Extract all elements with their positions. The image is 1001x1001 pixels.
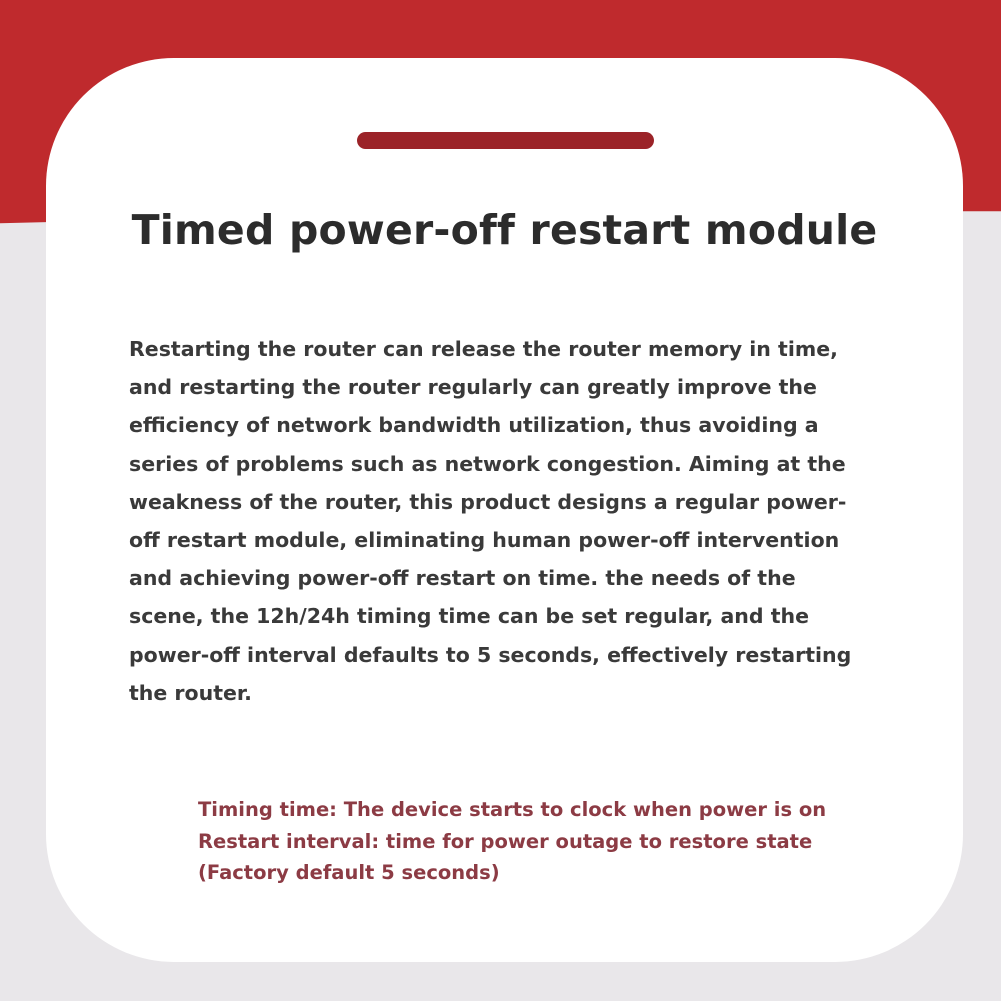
info-card bbox=[46, 58, 963, 962]
timing-notes bbox=[198, 794, 878, 889]
note-restart-interval: Restart interval: time for power outage to restore state bbox=[198, 829, 813, 853]
card-handle-bar bbox=[357, 132, 654, 149]
note-timing-time: Timing time: The device starts to clock when power is on bbox=[198, 798, 827, 821]
note-factory-default: (Factory default 5 seconds) bbox=[198, 861, 500, 884]
card-title: Timed power-off restart module bbox=[131, 206, 878, 254]
description-text: Restarting the router can release the router memory in time, and restarting the router regularly can greatly improve the efficiency of network bandwidth utilization, thus avoiding a series of problems such as network congestion. Aiming at the weakness of the router, this product designs a regular power-off restart module, eliminating human power-off intervention and achieving power-off restart on time. the needs of the scene, the 12h/24h timing time can be set regular, and the power-off interval defaults to 5 seconds, effectively restarting the router. bbox=[129, 337, 852, 705]
